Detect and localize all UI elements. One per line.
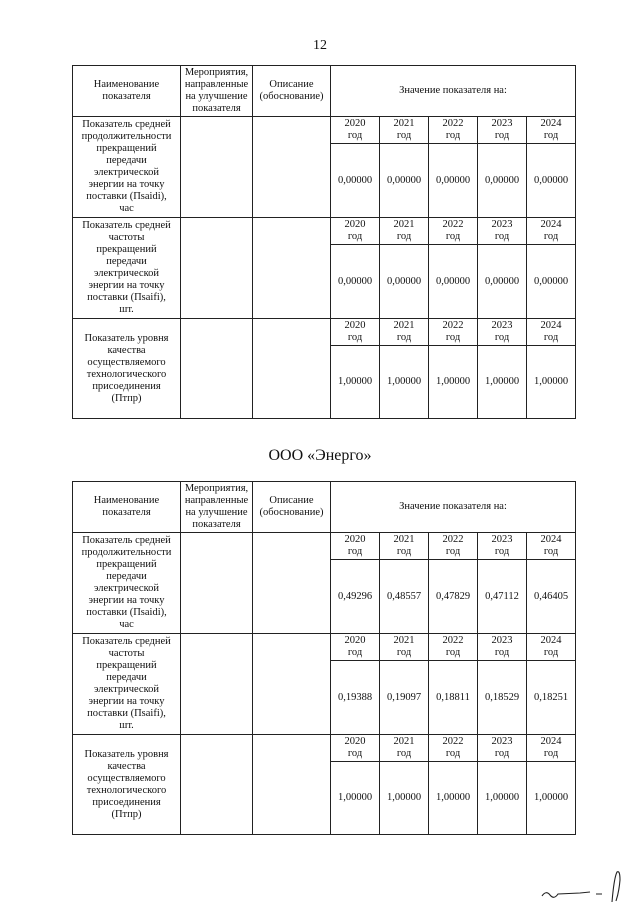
year-header — [429, 218, 478, 245]
indicator-value: 1,00000 — [429, 346, 478, 419]
indicator-value: 0,00000 — [429, 144, 478, 218]
year-header — [478, 218, 527, 245]
header-measures-line: направленные — [184, 495, 249, 506]
year-label: 2024 — [540, 118, 562, 129]
year-label: 2022 — [442, 118, 464, 129]
indicator-value: 1,00000 — [478, 762, 527, 835]
indicator-name — [73, 319, 181, 419]
indicator-name-line: качества — [107, 760, 146, 772]
indicator-name-line: энергии на точку — [88, 595, 165, 606]
indicators-table-1 — [72, 65, 576, 419]
indicator-name-line: Показатель средней — [82, 119, 171, 130]
year-suffix: год — [543, 647, 559, 658]
indicator-name-line: прекращений — [96, 244, 157, 255]
year-suffix: год — [347, 231, 363, 242]
year-suffix: год — [445, 130, 461, 141]
header-measures-line: направленные — [184, 79, 249, 90]
year-label: 2023 — [491, 118, 513, 129]
indicator-name-line: поставки (Пsaifi), — [87, 292, 166, 303]
year-header — [380, 319, 429, 346]
year-suffix: год — [445, 332, 461, 343]
indicator-name-line: поставки (Пsaifi), — [87, 708, 166, 719]
indicator-value: 0,18251 — [527, 661, 576, 735]
year-suffix: год — [347, 748, 363, 759]
year-suffix: год — [494, 332, 510, 343]
header-name-line: показателя — [102, 507, 151, 518]
year-suffix: год — [494, 546, 510, 557]
indicator-name-line: час — [119, 203, 134, 214]
header-name-line: Наименование — [93, 79, 160, 90]
year-label: 2020 — [344, 219, 366, 230]
indicator-name-line: энергии на точку — [88, 280, 165, 291]
year-label: 2024 — [540, 320, 562, 331]
indicator-name-line: осуществляемого — [87, 356, 166, 368]
indicator-name — [73, 533, 181, 634]
measures-cell — [181, 735, 253, 835]
year-suffix: год — [445, 546, 461, 557]
year-label: 2023 — [491, 320, 513, 331]
indicator-value: 0,49296 — [331, 560, 380, 634]
header-value: Значение показателя на: — [331, 66, 576, 117]
indicator-name — [73, 218, 181, 319]
indicator-value: 1,00000 — [380, 346, 429, 419]
indicator-value: 0,18811 — [429, 661, 478, 735]
indicator-name-line: поставки (Пsaidi), — [86, 191, 167, 202]
year-suffix: год — [543, 332, 559, 343]
indicator-name-line: передачи — [106, 256, 147, 267]
header-description — [253, 482, 331, 533]
year-suffix: год — [494, 647, 510, 658]
indicator-value: 0,46405 — [527, 560, 576, 634]
indicator-name — [73, 117, 181, 218]
indicator-value: 0,47829 — [429, 560, 478, 634]
year-label: 2022 — [442, 219, 464, 230]
year-suffix: год — [445, 231, 461, 242]
indicator-name — [73, 735, 181, 835]
year-label: 2021 — [393, 320, 415, 331]
year-label: 2024 — [540, 736, 562, 747]
year-label: 2022 — [442, 534, 464, 545]
year-header — [478, 735, 527, 762]
year-suffix: год — [445, 748, 461, 759]
indicator-name-line: передачи — [106, 571, 147, 582]
header-name-line: Наименование — [93, 495, 160, 506]
header-measures-line: на улучшение — [185, 507, 248, 518]
indicator-name-line: электрической — [93, 684, 160, 695]
year-header — [331, 117, 380, 144]
indicator-name-line: качества — [107, 344, 146, 356]
header-name — [73, 482, 181, 533]
year-suffix: год — [396, 130, 412, 141]
year-header — [429, 319, 478, 346]
year-header — [478, 634, 527, 661]
signature-mark — [540, 868, 630, 904]
year-row — [73, 319, 576, 346]
header-description — [253, 66, 331, 117]
indicator-name — [73, 634, 181, 735]
indicator-name-line: Показатель средней — [82, 220, 171, 231]
indicator-name-line: присоединения — [92, 380, 161, 392]
header-name — [73, 66, 181, 117]
year-suffix: год — [347, 130, 363, 141]
description-cell — [253, 533, 331, 634]
description-cell — [253, 117, 331, 218]
year-header — [380, 218, 429, 245]
year-header — [527, 735, 576, 762]
year-header — [380, 117, 429, 144]
year-header — [478, 117, 527, 144]
year-label: 2024 — [540, 219, 562, 230]
indicator-name-line: Показатель уровня — [84, 748, 169, 760]
indicator-name-line: электрической — [93, 167, 160, 178]
indicator-name-line: продолжительности — [81, 547, 172, 558]
year-header — [429, 634, 478, 661]
year-header — [380, 634, 429, 661]
year-suffix: год — [543, 546, 559, 557]
header-row — [73, 482, 576, 533]
indicator-value: 0,00000 — [429, 245, 478, 319]
description-cell — [253, 735, 331, 835]
year-suffix: год — [494, 231, 510, 242]
year-label: 2023 — [491, 635, 513, 646]
year-row — [73, 735, 576, 762]
header-description-line: (обоснование) — [259, 91, 324, 102]
year-suffix: год — [396, 231, 412, 242]
page-number: 12 — [313, 38, 327, 53]
year-suffix: год — [396, 546, 412, 557]
measures-cell — [181, 319, 253, 419]
year-label: 2023 — [491, 534, 513, 545]
year-label: 2021 — [393, 736, 415, 747]
indicator-value: 0,00000 — [380, 144, 429, 218]
year-suffix: год — [445, 647, 461, 658]
year-row — [73, 117, 576, 144]
header-measures-line: показателя — [192, 103, 241, 114]
indicator-name-line: передачи — [106, 672, 147, 683]
indicator-value: 0,19097 — [380, 661, 429, 735]
indicator-name-line: передачи — [106, 155, 147, 166]
indicator-name-line: технологического — [86, 368, 167, 380]
header-measures-line: Мероприятия, — [184, 483, 249, 494]
indicator-name-line: шт. — [119, 304, 134, 315]
indicator-name-line: (Птпр) — [111, 392, 142, 404]
indicator-name-line: технологического — [86, 784, 167, 796]
year-label: 2020 — [344, 320, 366, 331]
year-suffix: год — [543, 748, 559, 759]
year-header — [527, 117, 576, 144]
year-label: 2023 — [491, 736, 513, 747]
indicator-name-line: (Птпр) — [111, 808, 142, 820]
indicator-name-line: шт. — [119, 720, 134, 731]
indicator-value: 0,18529 — [478, 661, 527, 735]
indicator-value: 1,00000 — [429, 762, 478, 835]
year-suffix: год — [347, 332, 363, 343]
indicator-name-line: поставки (Пsaidi), — [86, 607, 167, 618]
measures-cell — [181, 634, 253, 735]
year-header — [331, 319, 380, 346]
year-header — [331, 218, 380, 245]
measures-cell — [181, 218, 253, 319]
year-label: 2023 — [491, 219, 513, 230]
year-header — [331, 533, 380, 560]
header-measures-line: на улучшение — [185, 91, 248, 102]
indicator-name-line: Показатель средней — [82, 636, 171, 647]
indicator-name-line: прекращений — [96, 660, 157, 671]
indicator-value: 1,00000 — [527, 762, 576, 835]
year-header — [527, 218, 576, 245]
year-header — [429, 117, 478, 144]
year-header — [478, 533, 527, 560]
indicator-value: 1,00000 — [380, 762, 429, 835]
indicator-value: 0,19388 — [331, 661, 380, 735]
description-cell — [253, 319, 331, 419]
year-label: 2020 — [344, 635, 366, 646]
year-label: 2020 — [344, 534, 366, 545]
description-cell — [253, 218, 331, 319]
year-suffix: год — [494, 130, 510, 141]
indicator-name-line: энергии на точку — [88, 696, 165, 707]
measures-cell — [181, 533, 253, 634]
year-header — [380, 533, 429, 560]
year-suffix: год — [543, 130, 559, 141]
indicator-value: 0,00000 — [478, 245, 527, 319]
year-label: 2021 — [393, 635, 415, 646]
year-label: 2020 — [344, 118, 366, 129]
year-label: 2020 — [344, 736, 366, 747]
year-header — [331, 735, 380, 762]
indicator-value: 1,00000 — [527, 346, 576, 419]
indicator-name-line: Показатель средней — [82, 535, 171, 546]
header-measures-line: показателя — [192, 519, 241, 530]
indicator-name-line: осуществляемого — [87, 772, 166, 784]
indicator-name-line: присоединения — [92, 796, 161, 808]
year-suffix: год — [396, 748, 412, 759]
header-description-line: Описание — [269, 79, 314, 90]
indicator-name-line: частоты — [108, 648, 145, 659]
indicator-name-line: электрической — [93, 583, 160, 594]
indicator-name-line: Показатель уровня — [84, 332, 169, 344]
indicator-value: 0,47112 — [478, 560, 527, 634]
year-label: 2021 — [393, 534, 415, 545]
header-measures-line: Мероприятия, — [184, 67, 249, 78]
year-label: 2021 — [393, 118, 415, 129]
indicator-name-line: энергии на точку — [88, 179, 165, 190]
year-row — [73, 218, 576, 245]
year-label: 2021 — [393, 219, 415, 230]
indicator-value: 0,00000 — [478, 144, 527, 218]
year-label: 2022 — [442, 320, 464, 331]
year-row — [73, 634, 576, 661]
indicator-value: 1,00000 — [331, 346, 380, 419]
indicators-table-2 — [72, 481, 576, 835]
indicator-value: 0,00000 — [527, 144, 576, 218]
indicator-value: 0,00000 — [331, 144, 380, 218]
indicator-name-line: прекращений — [96, 143, 157, 154]
header-measures — [181, 482, 253, 533]
indicator-value: 0,00000 — [527, 245, 576, 319]
indicator-value: 0,00000 — [331, 245, 380, 319]
year-suffix: год — [347, 647, 363, 658]
year-suffix: год — [543, 231, 559, 242]
description-cell — [253, 634, 331, 735]
year-header — [429, 735, 478, 762]
year-label: 2024 — [540, 534, 562, 545]
header-name-line: показателя — [102, 91, 151, 102]
year-suffix: год — [396, 647, 412, 658]
indicator-name-line: продолжительности — [81, 131, 172, 142]
year-header — [478, 319, 527, 346]
header-description-line: Описание — [269, 495, 314, 506]
year-suffix: год — [347, 546, 363, 557]
indicator-value: 0,48557 — [380, 560, 429, 634]
year-header — [527, 319, 576, 346]
year-suffix: год — [396, 332, 412, 343]
header-measures — [181, 66, 253, 117]
year-header — [331, 634, 380, 661]
year-label: 2022 — [442, 635, 464, 646]
indicator-name-line: частоты — [108, 232, 145, 243]
year-header — [429, 533, 478, 560]
indicator-name-line: час — [119, 619, 134, 630]
year-row — [73, 533, 576, 560]
year-header — [380, 735, 429, 762]
indicator-name-line: электрической — [93, 268, 160, 279]
indicator-value: 1,00000 — [331, 762, 380, 835]
measures-cell — [181, 117, 253, 218]
year-label: 2024 — [540, 635, 562, 646]
year-suffix: год — [494, 748, 510, 759]
indicator-value: 1,00000 — [478, 346, 527, 419]
header-description-line: (обоснование) — [259, 507, 324, 518]
year-label: 2022 — [442, 736, 464, 747]
header-row — [73, 66, 576, 117]
header-value: Значение показателя на: — [331, 482, 576, 533]
year-header — [527, 634, 576, 661]
year-header — [527, 533, 576, 560]
indicator-name-line: прекращений — [96, 559, 157, 570]
org-title: ООО «Энерго» — [268, 447, 372, 464]
indicator-value: 0,00000 — [380, 245, 429, 319]
